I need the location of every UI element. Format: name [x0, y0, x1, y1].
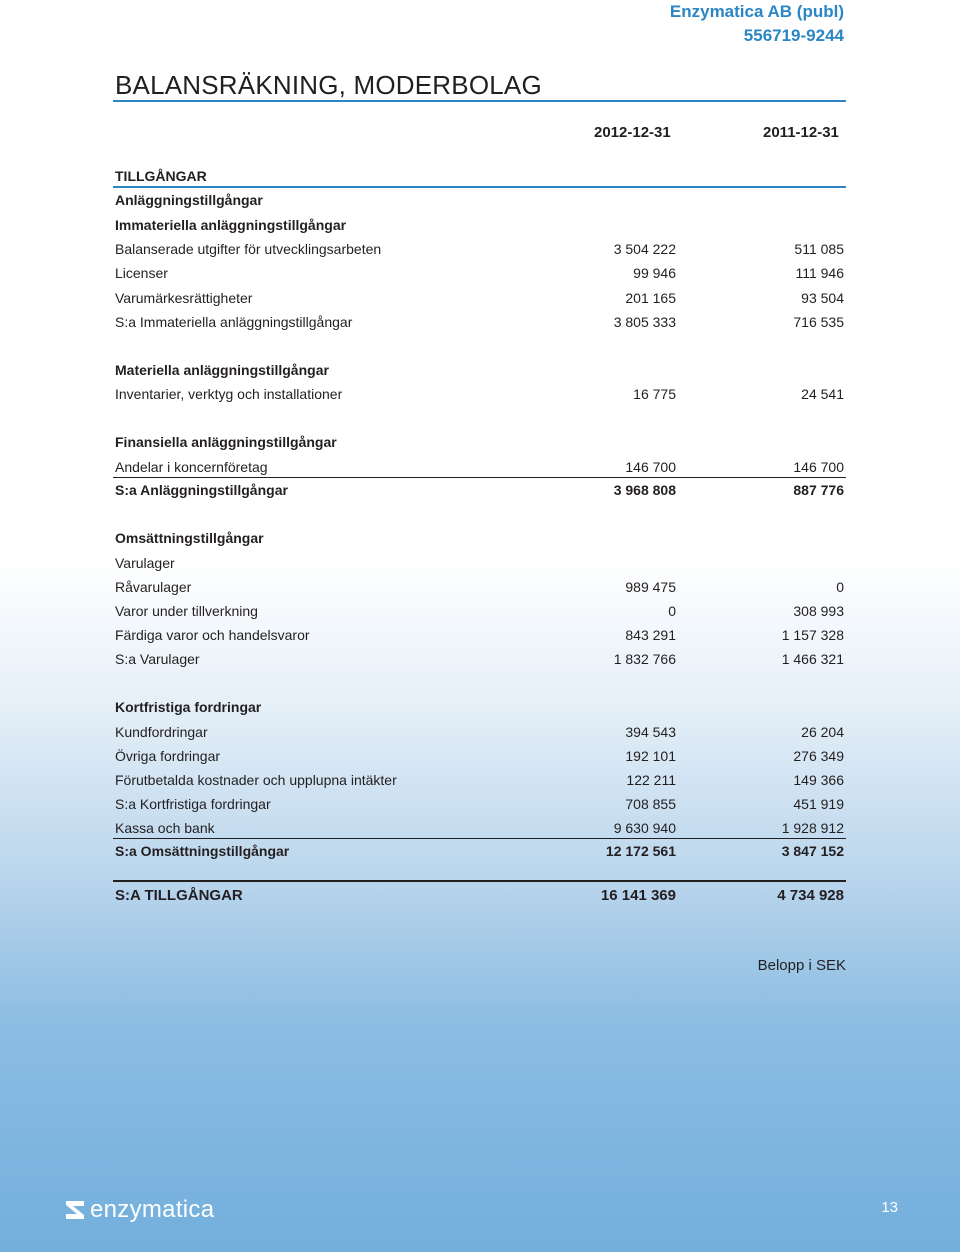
value-2012: 146 700 [625, 459, 676, 475]
page-title: BALANSRÄKNING, MODERBOLAG [115, 70, 542, 100]
value-2011: 511 085 [794, 241, 844, 257]
value-2012: 3 968 808 [613, 482, 676, 498]
value-2012: 989 475 [625, 579, 676, 595]
company-logo [64, 1196, 214, 1224]
subheading-financial [115, 432, 846, 452]
row-label: Balanserade utgifter för utvecklingsarbeten [115, 241, 382, 257]
row-label: Varor under tillverkning [115, 603, 258, 619]
value-2011: 1 928 912 [781, 820, 844, 836]
brand-wordmark: enzymatica [90, 1196, 215, 1223]
value-2011: 111 946 [795, 265, 844, 281]
value-2011: 276 349 [793, 748, 844, 764]
currency-note: Belopp i SEK [757, 957, 846, 974]
value-2012: 394 543 [625, 724, 676, 740]
subtotal-rule [113, 838, 846, 839]
row-label: Färdiga varor och handelsvaror [115, 627, 310, 643]
org-number: 556719-9244 [743, 26, 844, 45]
value-2012: 122 211 [626, 772, 676, 788]
value-2011: 716 535 [793, 314, 844, 330]
row-label: Omsättningstillgångar [115, 530, 264, 546]
value-2011: 24 541 [801, 386, 844, 402]
row-label: S:a Immateriella anläggningstillgångar [115, 314, 353, 330]
subheading-current-assets [115, 528, 846, 548]
value-2012: 192 101 [625, 748, 676, 764]
value-2012: 843 291 [625, 627, 676, 643]
value-2012: 3 504 222 [613, 241, 676, 257]
table-row [115, 746, 846, 766]
row-label: TILLGÅNGAR [115, 168, 207, 184]
subtotal-row [115, 480, 846, 500]
row-label: Varumärkesrättigheter [115, 290, 253, 306]
value-2011: 26 204 [801, 724, 844, 740]
company-header [670, 0, 844, 48]
company-name: Enzymatica AB (publ) [669, 2, 844, 21]
row-label: S:a Varulager [115, 651, 200, 667]
row-label: Inventarier, verktyg och installationer [115, 386, 343, 402]
table-row [115, 288, 846, 308]
table-row [115, 457, 846, 477]
row-label: Kortfristiga fordringar [115, 699, 262, 715]
subheading-receivables [115, 697, 846, 717]
row-label: S:A TILLGÅNGAR [115, 887, 243, 904]
value-2012: 16 141 369 [600, 887, 676, 904]
title-divider [113, 100, 846, 102]
value-2012: 16 775 [633, 386, 676, 402]
value-2012: 201 165 [625, 290, 676, 306]
table-row [115, 625, 846, 645]
section-heading-assets [115, 166, 846, 186]
table-row [115, 577, 846, 597]
row-label: Materiella anläggningstillgångar [115, 362, 329, 378]
value-2012: 708 855 [625, 796, 676, 812]
row-label: Kundfordringar [115, 724, 208, 740]
value-2011: 149 366 [793, 772, 844, 788]
value-2011: 146 700 [793, 459, 844, 475]
value-2011: 4 734 928 [777, 887, 844, 904]
value-2011: 0 [836, 579, 844, 595]
subtotal-row [115, 841, 846, 861]
table-row [115, 384, 846, 404]
value-2012: 12 172 561 [605, 843, 676, 859]
table-row [115, 770, 846, 790]
row-label: Finansiella anläggningstillgångar [115, 434, 337, 450]
row-label: Råvarulager [115, 579, 192, 595]
table-row [115, 601, 846, 621]
row-label: S:a Omsättningstillgångar [115, 843, 290, 859]
row-label: Immateriella anläggningstillgångar [115, 217, 347, 233]
table-row [115, 649, 846, 669]
table-row [115, 794, 846, 814]
table-row [115, 312, 846, 332]
row-label: S:a Anläggningstillgångar [115, 482, 288, 498]
value-2012: 9 630 940 [613, 820, 676, 836]
row-label: Andelar i koncernföretag [115, 459, 268, 475]
table-row [115, 239, 846, 259]
value-2011: 93 504 [801, 290, 844, 306]
subheading-tangible [115, 360, 846, 380]
column-header-2011: 2011-12-31 [763, 124, 839, 141]
value-2011: 3 847 152 [781, 843, 844, 859]
value-2011: 1 466 321 [781, 651, 844, 667]
assets-divider [113, 186, 846, 188]
page-number: 13 [881, 1199, 898, 1216]
row-label: Kassa och bank [115, 820, 215, 836]
value-2012: 3 805 333 [613, 314, 676, 330]
enzymatica-logo-icon [64, 1197, 86, 1223]
subheading-intangible [115, 215, 846, 235]
value-2012: 99 946 [633, 265, 676, 281]
value-2011: 308 993 [793, 603, 844, 619]
table-row [115, 553, 846, 573]
value-2011: 451 919 [793, 796, 844, 812]
column-header-2012: 2012-12-31 [594, 124, 671, 141]
subheading-fixed-assets [115, 190, 846, 210]
row-label: Förutbetalda kostnader och upplupna intäkter [115, 772, 397, 788]
row-label: Licenser [115, 265, 168, 281]
value-2011: 1 157 328 [781, 627, 844, 643]
value-2011: 887 776 [793, 482, 844, 498]
table-row [115, 263, 846, 283]
row-label: Anläggningstillgångar [115, 192, 263, 208]
total-rule [113, 880, 846, 882]
subtotal-rule [113, 477, 846, 478]
table-row [115, 722, 846, 742]
row-label: Övriga fordringar [115, 748, 221, 764]
total-row [115, 886, 846, 906]
row-label: S:a Kortfristiga fordringar [115, 796, 271, 812]
value-2012: 0 [668, 603, 676, 619]
row-label: Varulager [115, 555, 175, 571]
value-2012: 1 832 766 [613, 651, 676, 667]
table-row [115, 818, 846, 838]
